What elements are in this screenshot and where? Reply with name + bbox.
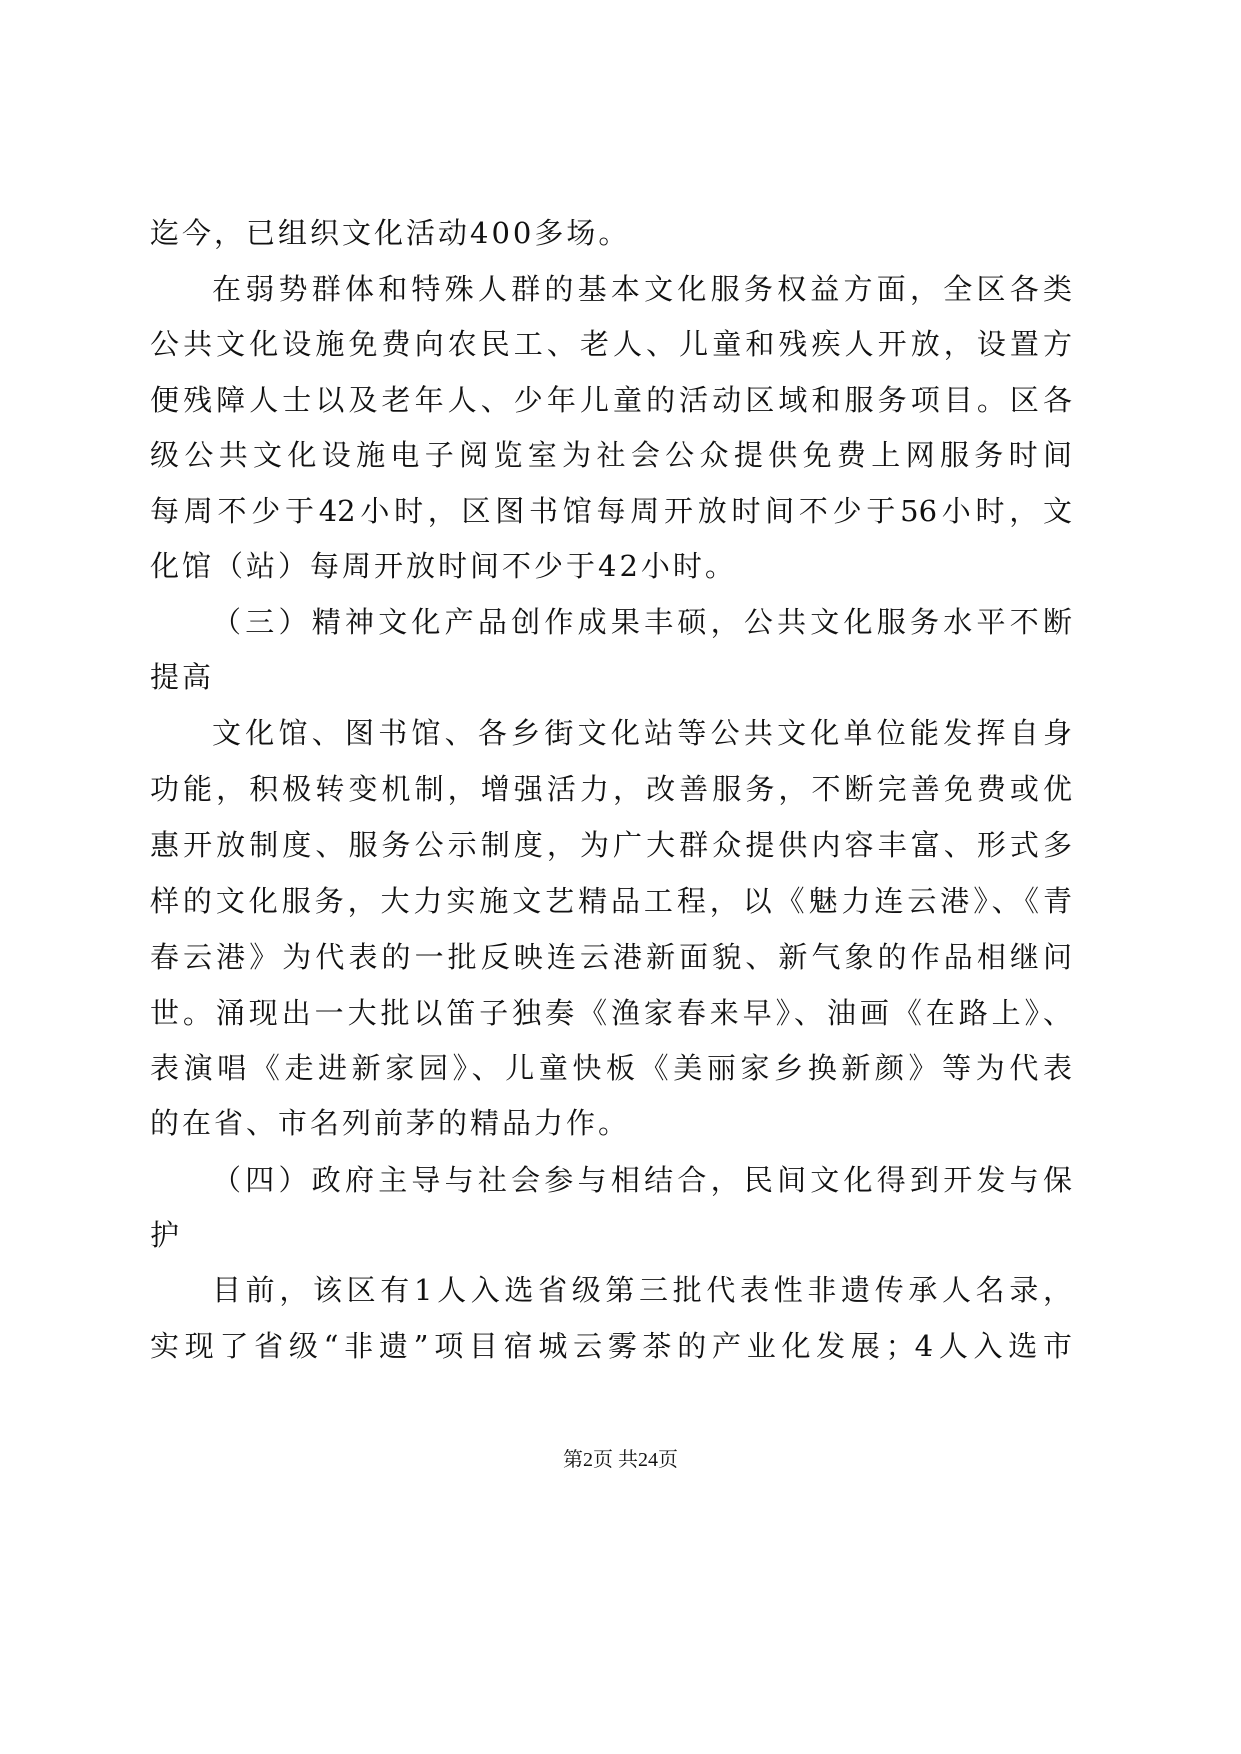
text-line: 表演唱《走进新家园》、儿童快板《美丽家乡换新颜》等为代表 (150, 1051, 1072, 1085)
text-line: 世。涌现出一大批以笛子独奏《渔家春来早》、油画《在路上》、 (150, 996, 1072, 1030)
text-line: 的在省、市名列前茅的精品力作。 (150, 1106, 631, 1140)
text-line: 每周不少于42小时，区图书馆每周开放时间不少于56小时，文 (150, 494, 1072, 528)
text-line: 样的文化服务，大力实施文艺精品工程，以《魅力连云港》、《青 (150, 884, 1072, 918)
text-line: 迄今，已组织文化活动400多场。 (150, 216, 631, 250)
section-heading-3-cont: 提高 (150, 660, 215, 694)
paragraph-start-line: 目前，该区有1人入选省级第三批代表性非遗传承人名录， (212, 1273, 1072, 1307)
paragraph-start-line: 在弱势群体和特殊人群的基本文化服务权益方面，全区各类 (212, 272, 1072, 306)
section-heading-3: （三）精神文化产品创作成果丰硕，公共文化服务水平不断 (212, 605, 1072, 639)
section-heading-4: （四）政府主导与社会参与相结合，民间文化得到开发与保 (212, 1163, 1072, 1197)
section-heading-4-cont: 护 (150, 1218, 183, 1252)
text-line: 惠开放制度、服务公示制度，为广大群众提供内容丰富、形式多 (150, 828, 1072, 862)
text-line: 化馆（站）每周开放时间不少于42小时。 (150, 549, 737, 583)
text-line: 功能，积极转变机制，增强活力，改善服务，不断完善免费或优 (150, 772, 1072, 806)
text-line: 级公共文化设施电子阅览室为社会公众提供免费上网服务时间 (150, 438, 1072, 472)
text-line: 便残障人士以及老年人、少年儿童的活动区域和服务项目。区各 (150, 383, 1072, 417)
page-number-footer: 第2页 共24页 (563, 1449, 678, 1471)
text-line: 春云港》为代表的一批反映连云港新面貌、新气象的作品相继问 (150, 940, 1072, 974)
paragraph-start-line: 文化馆、图书馆、各乡街文化站等公共文化单位能发挥自身 (212, 716, 1072, 750)
text-line: 公共文化设施免费向农民工、老人、儿童和残疾人开放，设置方 (150, 327, 1072, 361)
text-line: 实现了省级“非遗”项目宿城云雾茶的产业化发展；4人入选市 (150, 1329, 1072, 1363)
